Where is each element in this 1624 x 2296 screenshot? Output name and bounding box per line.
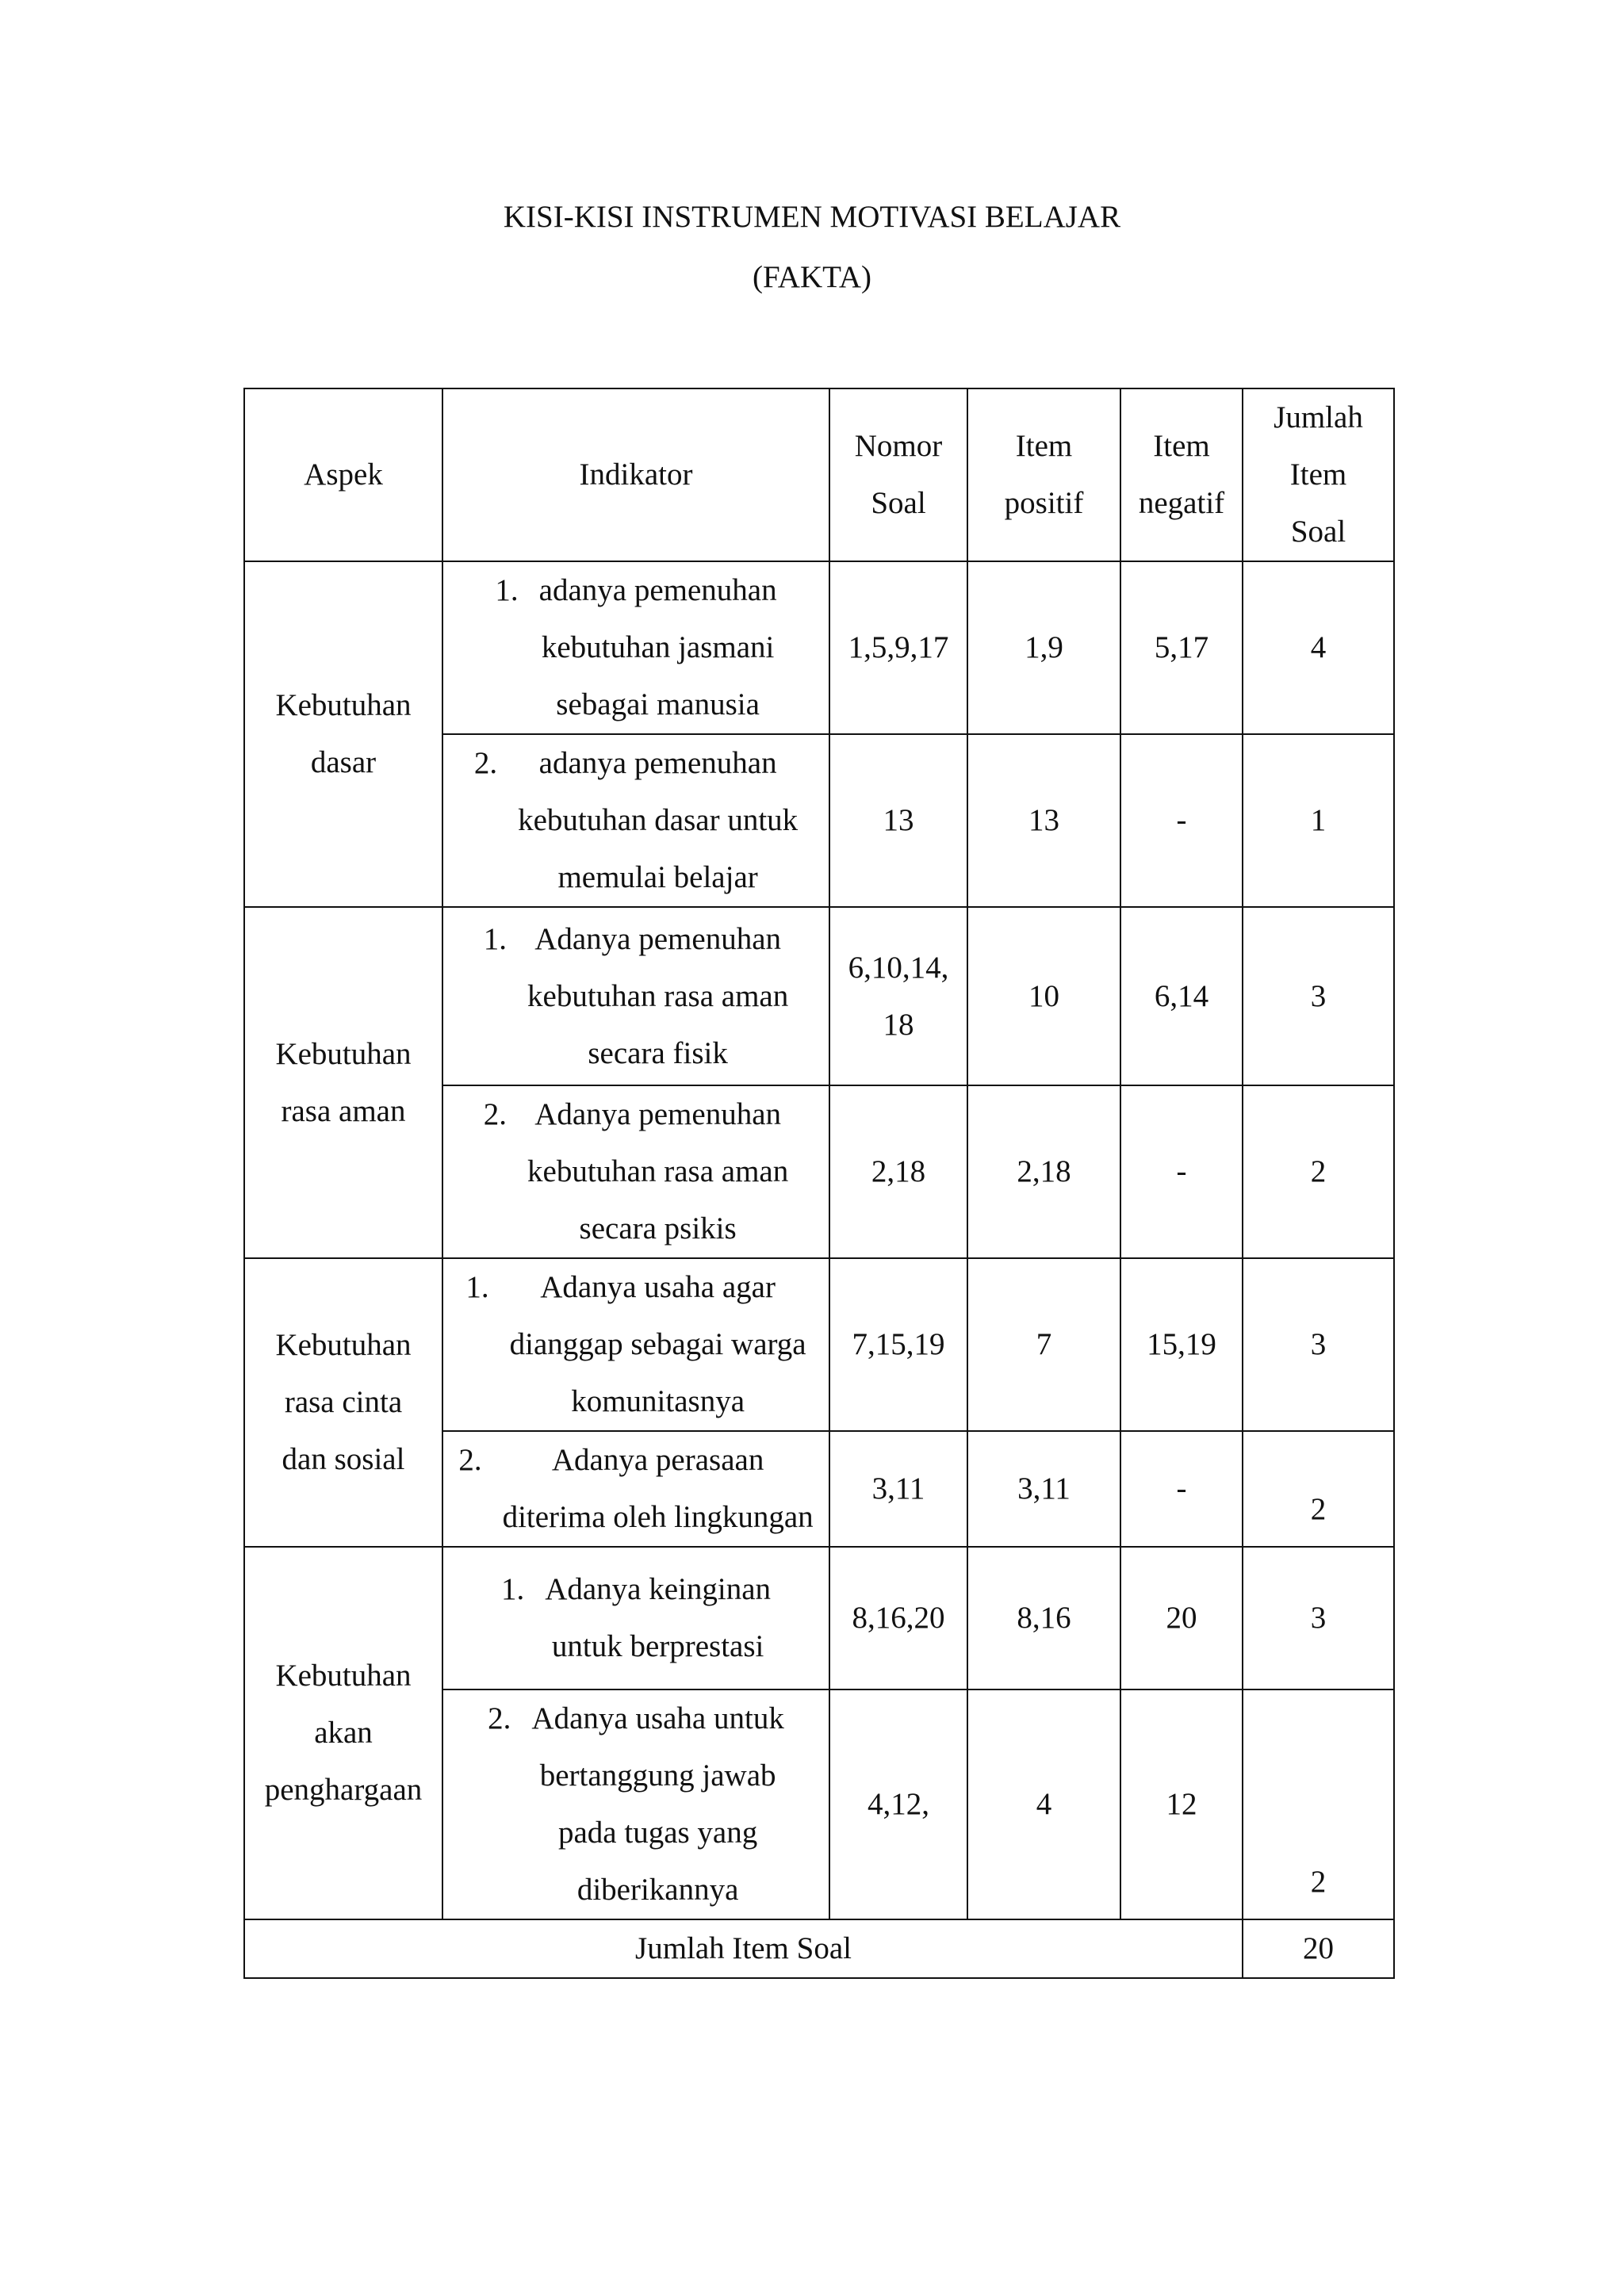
item-positif-cell: 3,11 — [967, 1431, 1120, 1547]
jumlah-cell: 1 — [1243, 734, 1394, 907]
indikator-cell — [442, 561, 829, 734]
aspek-cell: Kebutuhan akan penghargaan — [244, 1547, 442, 1919]
item-positif-cell: 13 — [967, 734, 1120, 907]
header-item-negatif: Item negatif — [1120, 388, 1243, 561]
item-positif-cell: 4 — [967, 1689, 1120, 1919]
total-value: 20 — [1243, 1919, 1394, 1978]
indikator-cell — [442, 907, 829, 1085]
indikator-cell — [442, 1547, 829, 1689]
nomor-soal-cell: 4,12, — [829, 1689, 967, 1919]
indikator-cell — [442, 1689, 829, 1919]
item-negatif-cell: 5,17 — [1120, 561, 1243, 734]
indikator-number: 1. — [483, 921, 508, 956]
indikator-number: 2. — [473, 746, 498, 780]
indikator-cell — [442, 1431, 829, 1547]
jumlah-cell: 2 — [1243, 1689, 1394, 1919]
total-row — [244, 1919, 1394, 1978]
indikator-text: Adanya usaha untuk bertanggung jawab pada tugas yang diberikannya — [531, 1701, 784, 1907]
document-subtitle: (FAKTA) — [753, 260, 871, 294]
item-positif-cell: 1,9 — [967, 561, 1120, 734]
indikator-text: adanya pemenuhan kebutuhan dasar untuk memulai belajar — [518, 746, 799, 894]
item-positif-cell: 10 — [967, 907, 1120, 1085]
indikator-text: Adanya usaha agar dianggap sebagai warga komunitasnya — [509, 1270, 806, 1418]
indikator-number: 2. — [458, 1443, 482, 1477]
jumlah-cell: 4 — [1243, 561, 1394, 734]
indikator-cell — [442, 1258, 829, 1431]
item-negatif-cell: 12 — [1120, 1689, 1243, 1919]
item-negatif-cell: 15,19 — [1120, 1258, 1243, 1431]
item-negatif-cell: - — [1120, 1431, 1243, 1547]
total-label: Jumlah Item Soal — [244, 1919, 1243, 1978]
table-row — [244, 561, 1394, 734]
kisi-kisi-table — [243, 388, 1395, 1979]
indikator-number: 1. — [465, 1270, 489, 1304]
table-row — [244, 1547, 1394, 1689]
header-item-positif: Item positif — [967, 388, 1120, 561]
indikator-text: adanya pemenuhan kebutuhan jasmani sebagai manusia — [538, 573, 777, 721]
indikator-number: 2. — [488, 1701, 511, 1735]
nomor-soal-cell: 8,16,20 — [829, 1547, 967, 1689]
nomor-soal-cell: 2,18 — [829, 1085, 967, 1258]
nomor-soal-cell: 13 — [829, 734, 967, 907]
jumlah-cell: 2 — [1243, 1085, 1394, 1258]
table-row — [244, 907, 1394, 1085]
jumlah-cell: 3 — [1243, 907, 1394, 1085]
indikator-cell — [442, 734, 829, 907]
item-negatif-cell: 6,14 — [1120, 907, 1243, 1085]
indikator-number: 1. — [495, 573, 519, 607]
indikator-text: Adanya pemenuhan kebutuhan rasa aman secara psikis — [527, 1097, 789, 1246]
indikator-text: Adanya keinginan untuk berprestasi — [545, 1572, 772, 1663]
aspek-cell: Kebutuhan rasa aman — [244, 907, 442, 1258]
header-nomor-soal: Nomor Soal — [829, 388, 967, 561]
aspek-cell: Kebutuhan dasar — [244, 561, 442, 907]
indikator-number: 2. — [483, 1097, 508, 1131]
header-row — [244, 388, 1394, 561]
jumlah-cell: 3 — [1243, 1547, 1394, 1689]
jumlah-cell: 3 — [1243, 1258, 1394, 1431]
indikator-text: Adanya pemenuhan kebutuhan rasa aman secara fisik — [527, 921, 789, 1070]
aspek-cell: Kebutuhan rasa cinta dan sosial — [244, 1258, 442, 1547]
nomor-soal-cell: 6,10,14, 18 — [829, 907, 967, 1085]
table-row — [244, 1258, 1394, 1431]
indikator-text: Adanya perasaan diterima oleh lingkungan — [502, 1443, 814, 1534]
nomor-soal-cell: 3,11 — [829, 1431, 967, 1547]
nomor-soal-cell: 7,15,19 — [829, 1258, 967, 1431]
indikator-cell — [442, 1085, 829, 1258]
item-positif-cell: 8,16 — [967, 1547, 1120, 1689]
item-negatif-cell: - — [1120, 1085, 1243, 1258]
document-title: KISI-KISI INSTRUMEN MOTIVASI BELAJAR — [503, 200, 1121, 234]
nomor-soal-cell: 1,5,9,17 — [829, 561, 967, 734]
item-positif-cell: 7 — [967, 1258, 1120, 1431]
item-negatif-cell: 20 — [1120, 1547, 1243, 1689]
header-indikator: Indikator — [442, 388, 829, 561]
item-negatif-cell: - — [1120, 734, 1243, 907]
jumlah-cell: 2 — [1243, 1431, 1394, 1547]
indikator-number: 1. — [500, 1572, 525, 1606]
item-positif-cell: 2,18 — [967, 1085, 1120, 1258]
header-aspek: Aspek — [244, 388, 442, 561]
header-jumlah-item-soal: Jumlah Item Soal — [1243, 388, 1394, 561]
